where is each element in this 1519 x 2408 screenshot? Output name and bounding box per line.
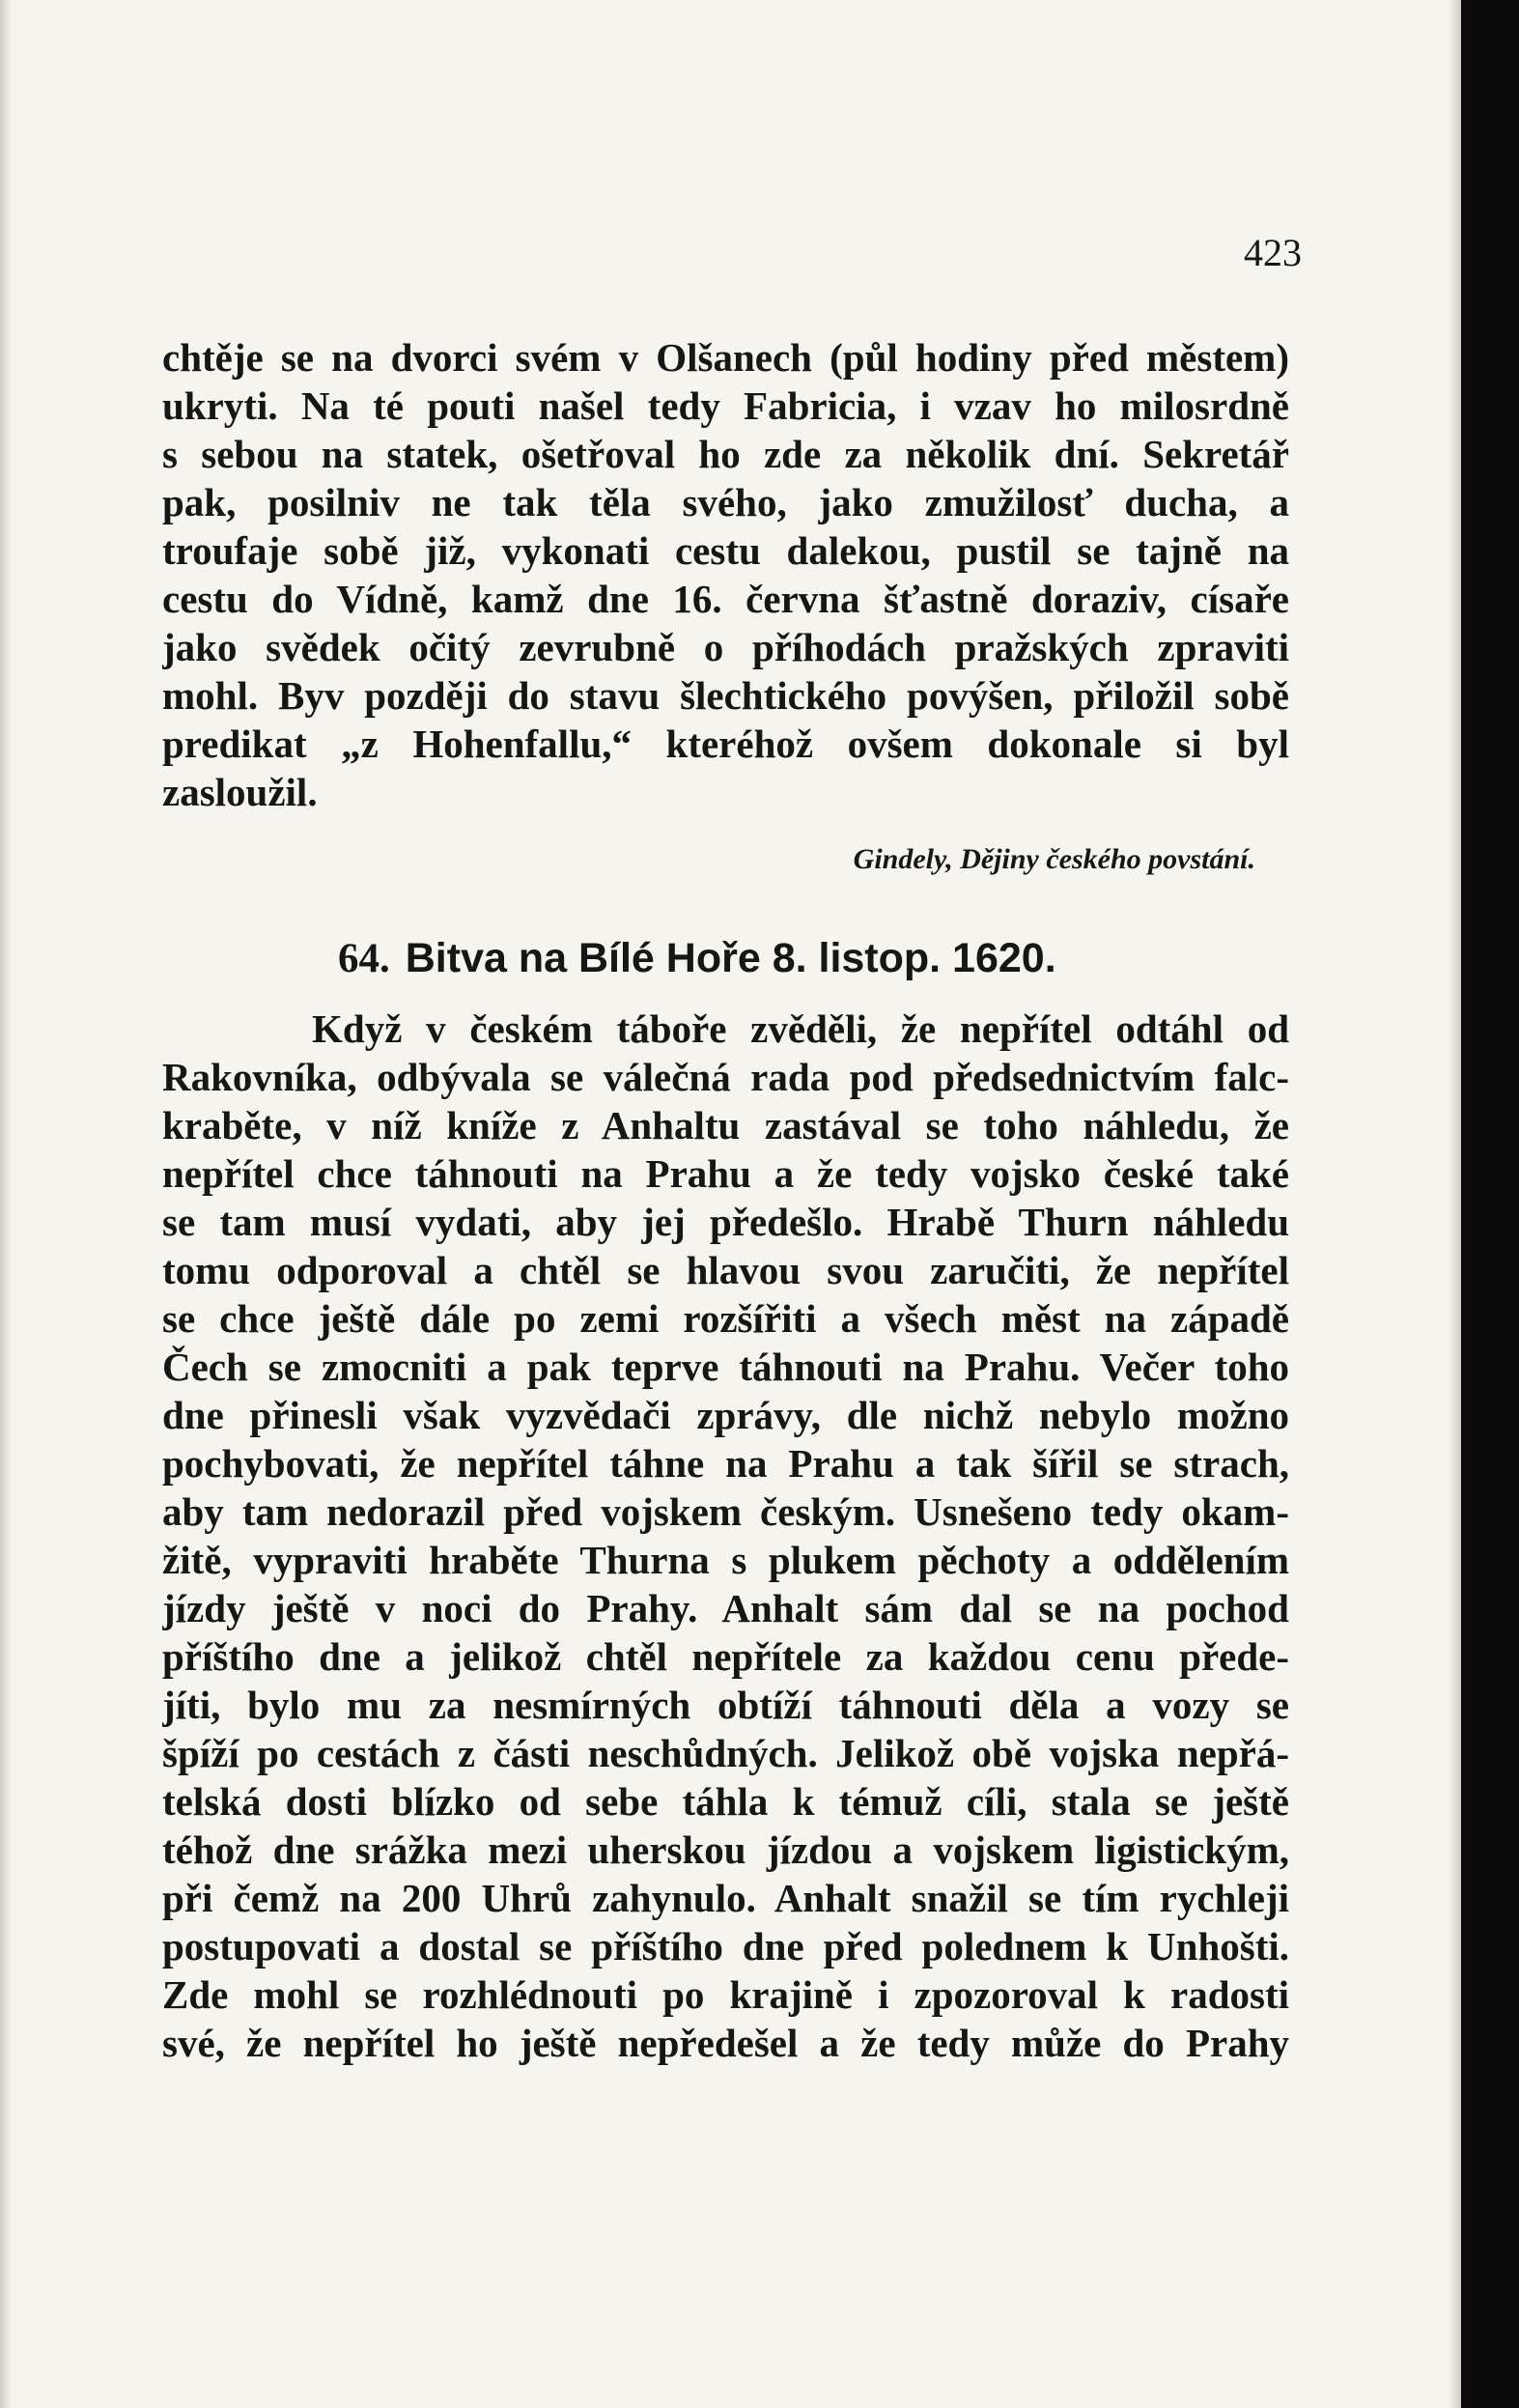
book-binding-edge: [1461, 0, 1519, 2408]
text-line: troufaje sobě již, vykonati cestu dalekou, pustil se tajně na: [162, 528, 1289, 573]
text-line: jízdy ještě v noci do Prahy. Anhalt sám dal se na pochod: [162, 1586, 1289, 1630]
section-heading: [338, 933, 1056, 984]
text-line: své, že nepřítel ho ještě nepředešel a že tedy může do Prahy: [162, 2021, 1289, 2065]
page-number: 423: [1244, 231, 1302, 274]
text-line: jíti, bylo mu za nesmírných obtíží táhnouti děla a vozy se: [162, 1683, 1289, 1727]
text-line: pochybovati, že nepřítel táhne na Prahu a tak šířil se strach,: [162, 1441, 1289, 1486]
text-line: při čemž na 200 Uhrů zahynulo. Anhalt snažil se tím rychleji: [162, 1876, 1289, 1920]
text-line: s sebou na statek, ošetřoval ho zde za několik dní. Sekretář: [162, 432, 1289, 476]
text-line: kraběte, v níž kníže z Anhaltu zastával se toho náhledu, že: [162, 1103, 1289, 1147]
text-line: Když v českém táboře zvěděli, že nepřítel odtáhl od: [312, 1006, 1289, 1051]
text-line: tomu odporoval a chtěl se hlavou svou zaručiti, že nepřítel: [162, 1248, 1289, 1292]
section-title: Bitva na Bílé Hoře 8. listop. 1620.: [405, 935, 1056, 981]
text-line: téhož dne srážka mezi uherskou jízdou a vojskem ligistickým,: [162, 1827, 1289, 1872]
page-gutter-shadow: [1448, 0, 1461, 2408]
text-line: chtěje se na dvorci svém v Olšanech (půl hodiny před městem): [162, 335, 1289, 380]
text-line: žitě, vypraviti hraběte Thurna s plukem pěchoty a oddělením: [162, 1538, 1289, 1582]
text-line: jako svědek očitý zevrubně o příhodách pražských zpraviti: [162, 625, 1289, 669]
text-line: nepřítel chce táhnouti na Prahu a že tedy vojsko české také: [162, 1151, 1289, 1196]
text-line: Čech se zmocniti a pak teprve táhnouti na Prahu. Večer toho: [162, 1345, 1289, 1389]
text-line: příštího dne a jelikož chtěl nepřítele za každou cenu přede-: [162, 1634, 1289, 1679]
text-line: predikat „z Hohenfallu,“ kteréhož ovšem dokonale si byl: [162, 722, 1289, 766]
text-line: postupovati a dostal se příštího dne před polednem k Unhošti.: [162, 1924, 1289, 1969]
text-line: se chce ještě dále po zemi rozšířiti a všech měst na západě: [162, 1296, 1289, 1341]
page-left-edge-shadow: [0, 0, 12, 2408]
text-line: pak, posilniv ne tak těla svého, jako zmužilosť ducha, a: [162, 480, 1289, 524]
text-line: mohl. Byv později do stavu šlechtického povýšen, přiložil sobě: [162, 673, 1289, 718]
text-line: Rakovníka, odbývala se válečná rada pod předsednictvím falc-: [162, 1055, 1289, 1099]
text-line: aby tam nedorazil před vojskem českým. Usnešeno tedy okam-: [162, 1489, 1289, 1534]
text-line: telská dosti blízko od sebe táhla k témuž cíli, stala se ještě: [162, 1779, 1289, 1824]
paragraph-continued: [162, 333, 1289, 816]
text-line: ukryti. Na té pouti našel tedy Fabricia, i vzav ho milosrdně: [162, 383, 1289, 428]
text-line: Zde mohl se rozhlédnouti po krajině i zpozoroval k radosti: [162, 1972, 1289, 2017]
section-number: 64.: [338, 936, 390, 981]
text-line: se tam musí vydati, aby jej předešlo. Hrabě Thurn náhledu: [162, 1200, 1289, 1244]
text-line: cestu do Vídně, kamž dne 16. června šťastně doraziv, císaře: [162, 577, 1289, 621]
paragraph-main: [162, 1005, 1289, 2067]
text-line: špíží po cestách z části neschůdných. Jelikož obě vojska nepřá-: [162, 1731, 1289, 1775]
text-line: dne přinesli však vyzvědači zprávy, dle nichž nebylo možno: [162, 1393, 1289, 1437]
text-line: zasloužil.: [162, 770, 318, 814]
source-citation: Gindely, Dějiny českého povstání.: [853, 843, 1255, 875]
